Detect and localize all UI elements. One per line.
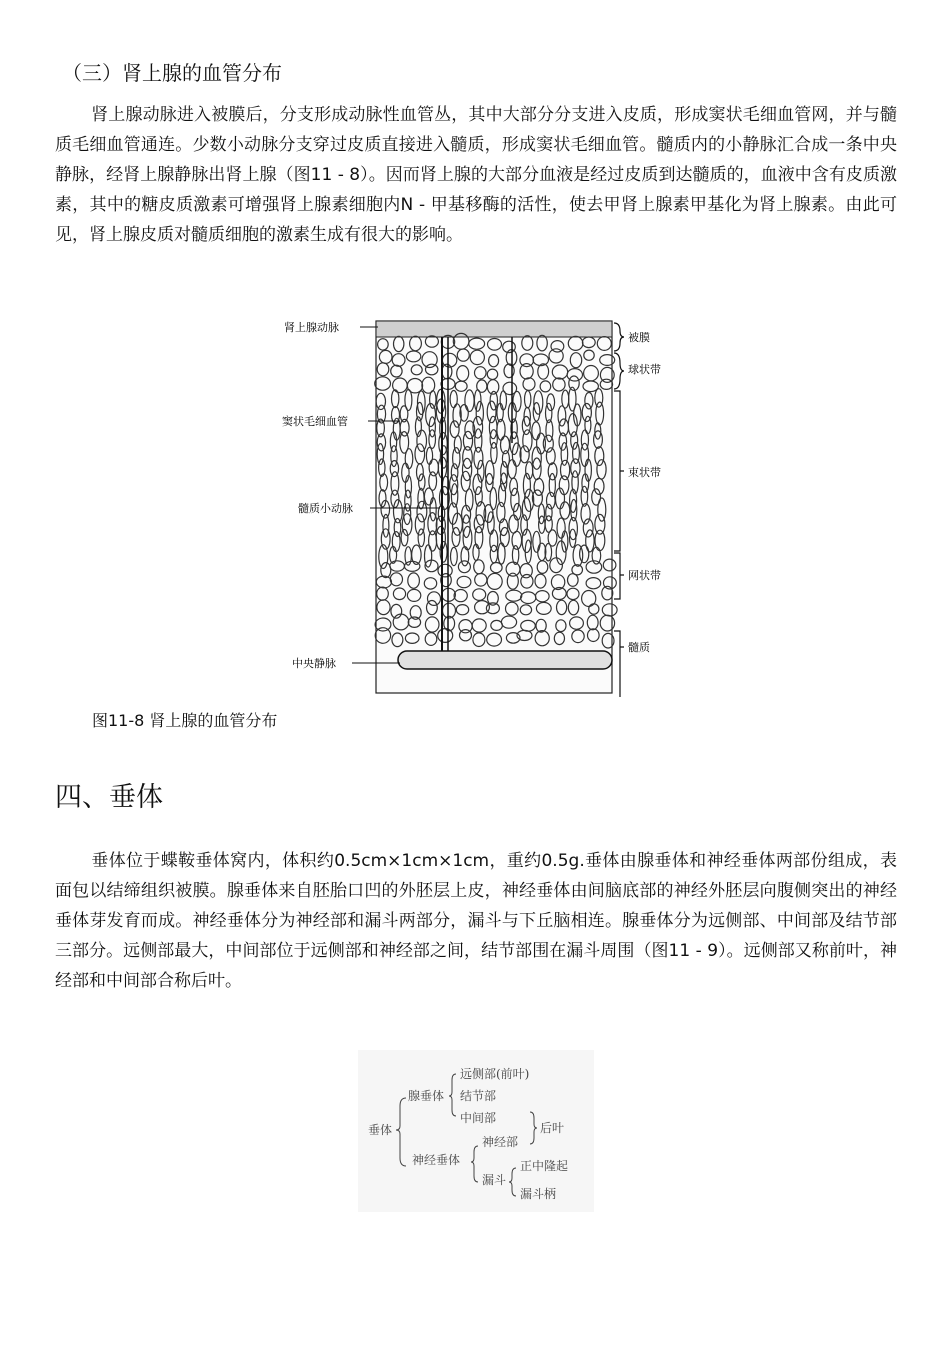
label-capsule: 被膜 (628, 331, 650, 344)
label-artery: 肾上腺动脉 (284, 321, 339, 334)
node-pituitary: 垂体 (368, 1123, 393, 1137)
node-distal: 远侧部(前叶) (460, 1067, 530, 1081)
node-nervous: 神经部 (482, 1135, 519, 1149)
label-fasciculata: 束状带 (628, 466, 661, 479)
node-intermediate: 中间部 (460, 1111, 497, 1125)
body-paragraph (55, 100, 897, 250)
node-neurohypophysis: 神经垂体 (412, 1153, 461, 1167)
node-stalk: 漏斗柄 (520, 1187, 557, 1201)
node-tuberal: 结节部 (460, 1089, 497, 1103)
body-paragraph-pituitary (55, 846, 897, 996)
label-medulla: 髓质 (628, 641, 650, 654)
node-median-eminence: 正中隆起 (520, 1159, 569, 1173)
section-heading: （三）肾上腺的血管分布 (62, 61, 282, 85)
node-posterior-lobe: 后叶 (540, 1121, 565, 1135)
section-heading-pituitary: 四、垂体 (55, 782, 163, 813)
label-glomerulosa: 球状带 (628, 363, 661, 376)
label-medullary-arteriole: 髓质小动脉 (298, 502, 353, 515)
figure-caption: 图11-8 肾上腺的血管分布 (92, 711, 278, 730)
right-brackets (614, 323, 624, 697)
label-sinusoid: 窦状毛细血管 (282, 415, 348, 428)
pituitary-structure-diagram (358, 1050, 594, 1212)
paragraph-text: 垂体位于蝶鞍垂体窝内，体积约0.5cm×1cm×1cm，重约0.5g.垂体由腺垂体和神经垂体两部份组成，表面包以结缔组织被膜。腺垂体来自胚胎口凹的外胚层上皮，神经垂体由间脑底部的神经外胚层向腹侧突出的神经垂体芽发育而成。神经垂体分为神经部和漏斗两部分，漏斗与下丘脑相连。腺垂体分为远侧部、中间部及结节部三部分。远侧部最大，中间部位于远侧部和神经部之间，结节部围在漏斗周围（图11 - 9）。远侧部又称前叶，神经部和中间部合称后叶。 (55, 851, 897, 991)
tissue-block (375, 321, 617, 693)
label-central-vein: 中央静脉 (292, 657, 336, 670)
node-infundibulum: 漏斗 (482, 1173, 507, 1187)
label-reticularis: 网状带 (628, 569, 661, 582)
node-adenohypophysis: 腺垂体 (408, 1089, 445, 1103)
adrenal-vascular-figure (282, 313, 670, 703)
paragraph-text: 肾上腺动脉进入被膜后，分支形成动脉性血管丛，其中大部分分支进入皮质，形成窦状毛细血管网，并与髓质毛细血管通连。少数小动脉分支穿过皮质直接进入髓质，形成窦状毛细血管。髓质内的小静脉汇合成一条中央静脉，经肾上腺静脉出肾上腺（图11 - 8）。因而肾上腺的大部分血液是经过皮质到达髓质的，血液中含有皮质激素，其中的糖皮质激素可增强肾上腺素细胞内N - 甲基移酶的活性，使去甲肾上腺素甲基化为肾上腺素。由此可见，肾上腺皮质对髓质细胞的激素生成有很大的影响。 (55, 105, 897, 245)
